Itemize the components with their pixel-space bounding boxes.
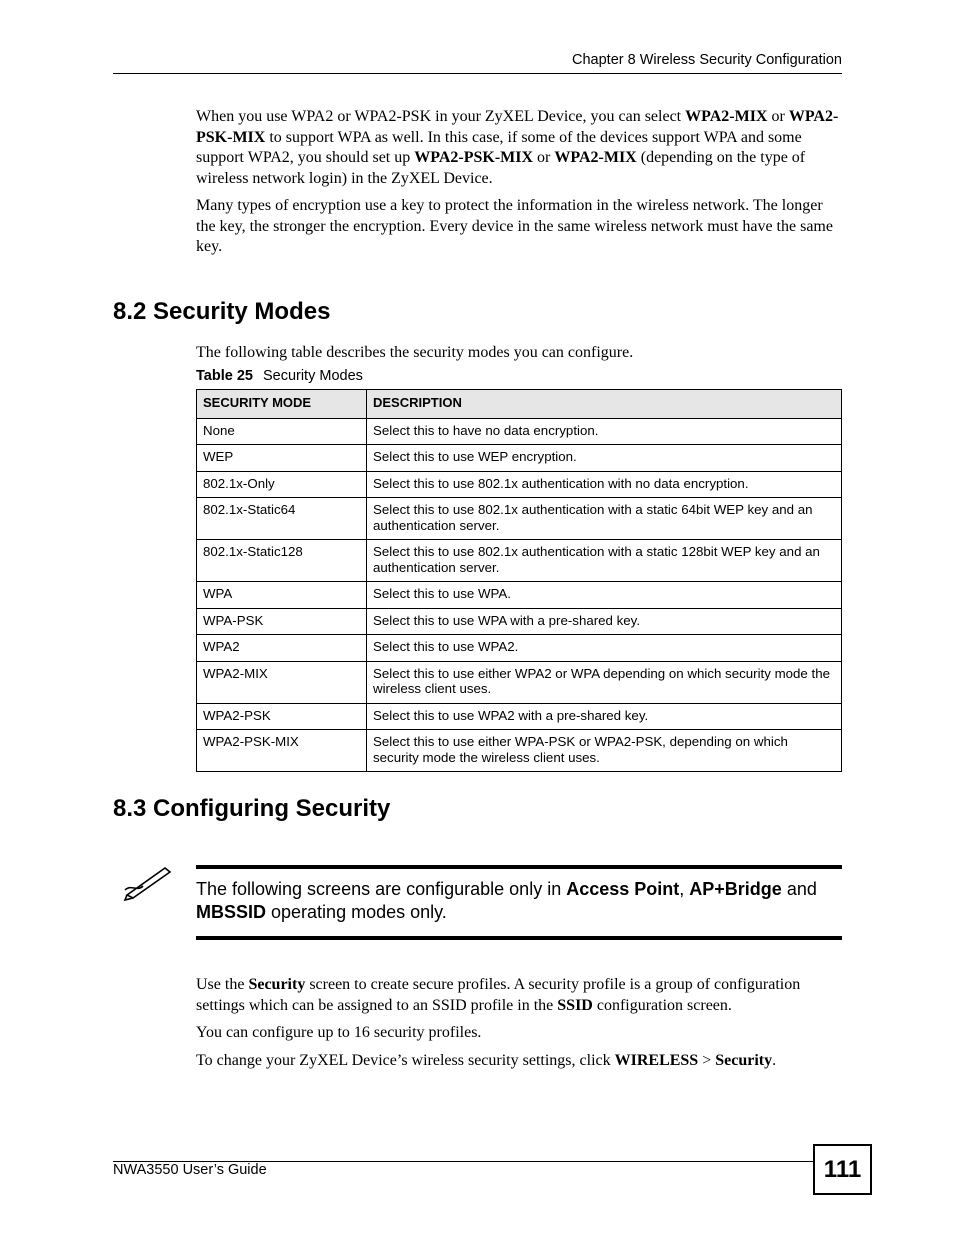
text-run: to support WPA as well. In this case, if some of the devices support WPA and some support WPA2, you should set up [196, 128, 802, 166]
note-rule-top [196, 865, 842, 869]
note-pencil-icon [123, 862, 175, 902]
bold-run: Access Point [566, 879, 680, 899]
text-run: The following screens are configurable only in [196, 879, 567, 899]
footer-guide-title: NWA3550 User’s Guide [113, 1162, 267, 1178]
description-cell: Select this to have no data encryption. [367, 418, 842, 445]
table-row [197, 730, 842, 772]
page-number: 111 [823, 1155, 862, 1183]
text-run: . [772, 1052, 777, 1069]
mode-cell: 802.1x-Only [197, 471, 367, 498]
section-intro-text: The following table describes the security modes you can configure. [196, 344, 634, 361]
table-row [197, 445, 842, 472]
column-header-description: DESCRIPTION [367, 390, 842, 419]
profiles-limit-paragraph: You can configure up to 16 security profiles. [196, 1024, 482, 1041]
table-caption [196, 368, 363, 384]
table-number: Table 25 [196, 368, 253, 384]
mode-cell: WPA2 [197, 635, 367, 662]
bold-run: WIRELESS [614, 1052, 699, 1069]
intro-paragraph-wpa2-mix [196, 107, 842, 189]
bold-run: AP+Bridge [689, 879, 782, 899]
navigation-instruction-paragraph [196, 1051, 842, 1072]
mode-cell: WPA-PSK [197, 608, 367, 635]
table-row [197, 498, 842, 540]
description-cell: Select this to use WPA2 with a pre-shared key. [367, 703, 842, 730]
bold-run: WPA2-PSK-MIX [414, 149, 534, 166]
text-run: screen to create secure profiles. A security profile is a group of configuration settings which can be assigned to an SSID profile in the [196, 976, 801, 1014]
text-run: configuration screen. [592, 996, 732, 1014]
text-run: To change your ZyXEL Device’s wireless security settings, click [196, 1052, 615, 1069]
text-run: (depending on the type of wireless network login) in the ZyXEL Device. [196, 149, 806, 187]
table-row [197, 608, 842, 635]
bold-run: WPA2-PSK-MIX [196, 108, 839, 146]
mode-cell: WPA2-PSK-MIX [197, 730, 367, 772]
section-heading-security-modes: 8.2 Security Modes [113, 298, 331, 325]
table-title: Security Modes [262, 368, 363, 384]
description-cell: Select this to use either WPA2 or WPA depending on which security mode the wireless client uses. [367, 661, 842, 703]
table-row [197, 540, 842, 582]
text-run: or [767, 108, 789, 125]
bold-run: Security [715, 1052, 773, 1069]
table-row [197, 661, 842, 703]
column-header-security-mode: SECURITY MODE [197, 390, 367, 419]
table-row [197, 635, 842, 662]
page-number-box [813, 1144, 872, 1195]
note-text [196, 878, 842, 923]
header-rule [113, 73, 842, 74]
running-header: Chapter 8 Wireless Security Configuration [572, 52, 842, 68]
table-row [197, 703, 842, 730]
bold-run: WPA2-MIX [554, 149, 637, 166]
description-cell: Select this to use WEP encryption. [367, 445, 842, 472]
security-modes-table [196, 389, 842, 772]
table-header-row [197, 390, 842, 419]
bold-run: SSID [557, 996, 593, 1014]
table-row [197, 582, 842, 609]
text-run: When you use WPA2 or WPA2-PSK in your ZyXEL Device, you can select [196, 108, 686, 125]
description-cell: Select this to use either WPA-PSK or WPA2-PSK, depending on which security mode the wireless client uses. [367, 730, 842, 772]
security-screen-paragraph [196, 975, 842, 1016]
text-run: or [533, 149, 555, 166]
text-run: Use the [196, 976, 249, 993]
bold-run: WPA2-MIX [685, 108, 768, 125]
description-cell: Select this to use WPA with a pre-shared key. [367, 608, 842, 635]
mode-cell: None [197, 418, 367, 445]
mode-cell: 802.1x-Static64 [197, 498, 367, 540]
section-heading-configuring-security: 8.3 Configuring Security [113, 795, 391, 822]
description-cell: Select this to use 802.1x authentication with no data encryption. [367, 471, 842, 498]
description-cell: Select this to use WPA. [367, 582, 842, 609]
text-run: , [679, 879, 690, 899]
mode-cell: WPA2-MIX [197, 661, 367, 703]
mode-cell: 802.1x-Static128 [197, 540, 367, 582]
description-cell: Select this to use 802.1x authentication with a static 128bit WEP key and an authentication server. [367, 540, 842, 582]
table-row [197, 471, 842, 498]
text-run: and [781, 879, 817, 899]
text-run: operating modes only. [266, 901, 447, 922]
description-cell: Select this to use 802.1x authentication with a static 64bit WEP key and an authentication server. [367, 498, 842, 540]
bold-run: MBSSID [196, 901, 267, 922]
note-rule-bottom [196, 936, 842, 940]
bold-run: Security [248, 976, 306, 993]
intro-paragraph-encryption-key: Many types of encryption use a key to protect the information in the wireless network. The longer the key, the stronger the encryption. Every device in the same wireless network must have the same key. [196, 197, 833, 255]
mode-cell: WEP [197, 445, 367, 472]
text-run: > [698, 1052, 716, 1069]
mode-cell: WPA2-PSK [197, 703, 367, 730]
description-cell: Select this to use WPA2. [367, 635, 842, 662]
table-row [197, 418, 842, 445]
mode-cell: WPA [197, 582, 367, 609]
